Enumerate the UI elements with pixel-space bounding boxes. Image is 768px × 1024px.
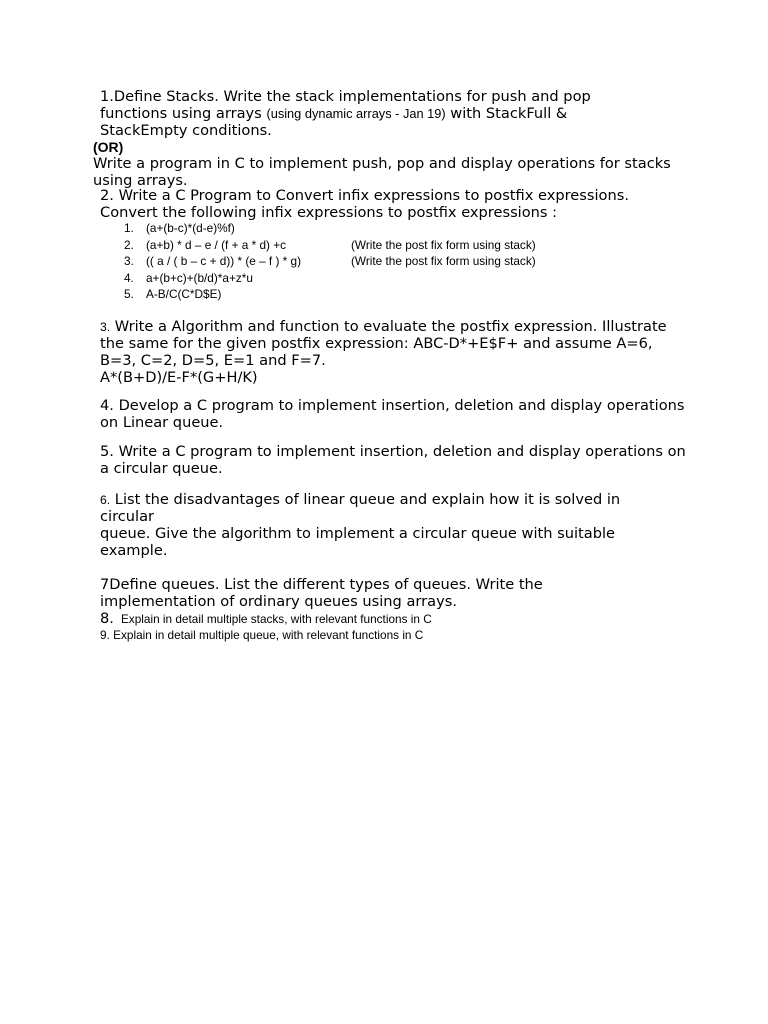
list-item-number: 3. <box>124 254 134 268</box>
question-5-line-1: 5. Write a C program to implement insertion, deletion and display operations on <box>100 443 686 460</box>
question-6-line-1 <box>100 491 620 508</box>
question-6-number: 6. <box>100 493 111 507</box>
list-item-note: (Write the post fix form using stack) <box>351 254 536 268</box>
question-5-line-2: a circular queue. <box>100 460 223 477</box>
question-3-line-1 <box>100 318 667 335</box>
list-item-number: 1. <box>124 221 134 235</box>
question-8-number: 8. <box>100 610 114 627</box>
question-3 <box>100 318 667 386</box>
question-7 <box>100 576 543 610</box>
question-3-line-4: A*(B+D)/E-F*(G+H/K) <box>100 369 258 386</box>
list-item-expression: a+(b+c)+(b/d)*a+z*u <box>146 270 253 285</box>
list-item-expression: (a+(b-c)*(d-e)%f) <box>146 221 235 235</box>
question-6-text: List the disadvantages of linear queue and explain how it is solved in <box>110 491 621 508</box>
list-item-number: 5. <box>124 287 134 301</box>
question-2 <box>100 187 629 221</box>
question-4 <box>100 397 685 431</box>
or-label: (OR) <box>93 139 124 155</box>
question-1-alternative <box>93 155 671 189</box>
question-8-text: Explain in detail multiple stacks, with relevant functions in C <box>120 612 432 626</box>
question-6-line-2: circular <box>100 508 155 525</box>
question-1-line-3: StackEmpty conditions. <box>100 122 272 139</box>
question-1 <box>100 88 591 139</box>
list-item-number: 4. <box>124 270 134 285</box>
question-1-text: functions using arrays <box>100 105 267 122</box>
question-4-line-1: 4. Develop a C program to implement insertion, deletion and display operations <box>100 397 685 414</box>
question-4-line-2: on Linear queue. <box>100 414 224 431</box>
list-item-expression: A-B/C(C*D$E) <box>146 287 222 301</box>
question-3-text: Write a Algorithm and function to evaluate the postfix expression. Illustrate <box>110 318 667 335</box>
question-8 <box>100 610 432 628</box>
question-1-line-2 <box>100 105 591 122</box>
question-3-line-3: B=3, C=2, D=5, E=1 and F=7. <box>100 352 326 369</box>
question-9 <box>100 627 423 643</box>
list-item-number: 2. <box>124 237 134 252</box>
question-7-line-2: implementation of ordinary queues using arrays. <box>100 593 457 610</box>
question-2-line-2: Convert the following infix expressions to postfix expressions : <box>100 204 558 221</box>
question-6-line-4: example. <box>100 542 168 559</box>
list-item-expression: (a+b) * d – e / (f + a * d) +c <box>146 237 286 252</box>
question-9-text: Explain in detail multiple queue, with relevant functions in C <box>113 628 424 642</box>
list-item-expression: (( a / ( b – c + d)) * (e – f ) * g) <box>146 254 302 268</box>
question-1-alt-line-1: Write a program in C to implement push, pop and display operations for stacks <box>93 155 671 172</box>
question-1-line-1: 1.Define Stacks. Write the stack implementations for push and pop <box>100 88 591 105</box>
question-9-number: 9. <box>100 628 110 642</box>
question-3-number: 3. <box>100 320 111 334</box>
question-6-line-3: queue. Give the algorithm to implement a circular queue with suitable <box>100 525 616 542</box>
question-2-line-1: 2. Write a C Program to Convert infix expressions to postfix expressions. <box>100 187 629 204</box>
question-1-date-note: (using dynamic arrays - Jan 19) <box>266 106 446 121</box>
question-3-line-2: the same for the given postfix expression: ABC-D*+E$F+ and assume A=6, <box>100 335 653 352</box>
list-item-note: (Write the post fix form using stack) <box>351 237 536 252</box>
question-1-text-tail: with StackFull & <box>445 105 568 122</box>
question-1-alt-line-2: using arrays. <box>93 172 188 189</box>
question-7-line-1: 7Define queues. List the different types of queues. Write the <box>100 576 543 593</box>
question-6 <box>100 491 620 559</box>
question-5 <box>100 443 686 477</box>
